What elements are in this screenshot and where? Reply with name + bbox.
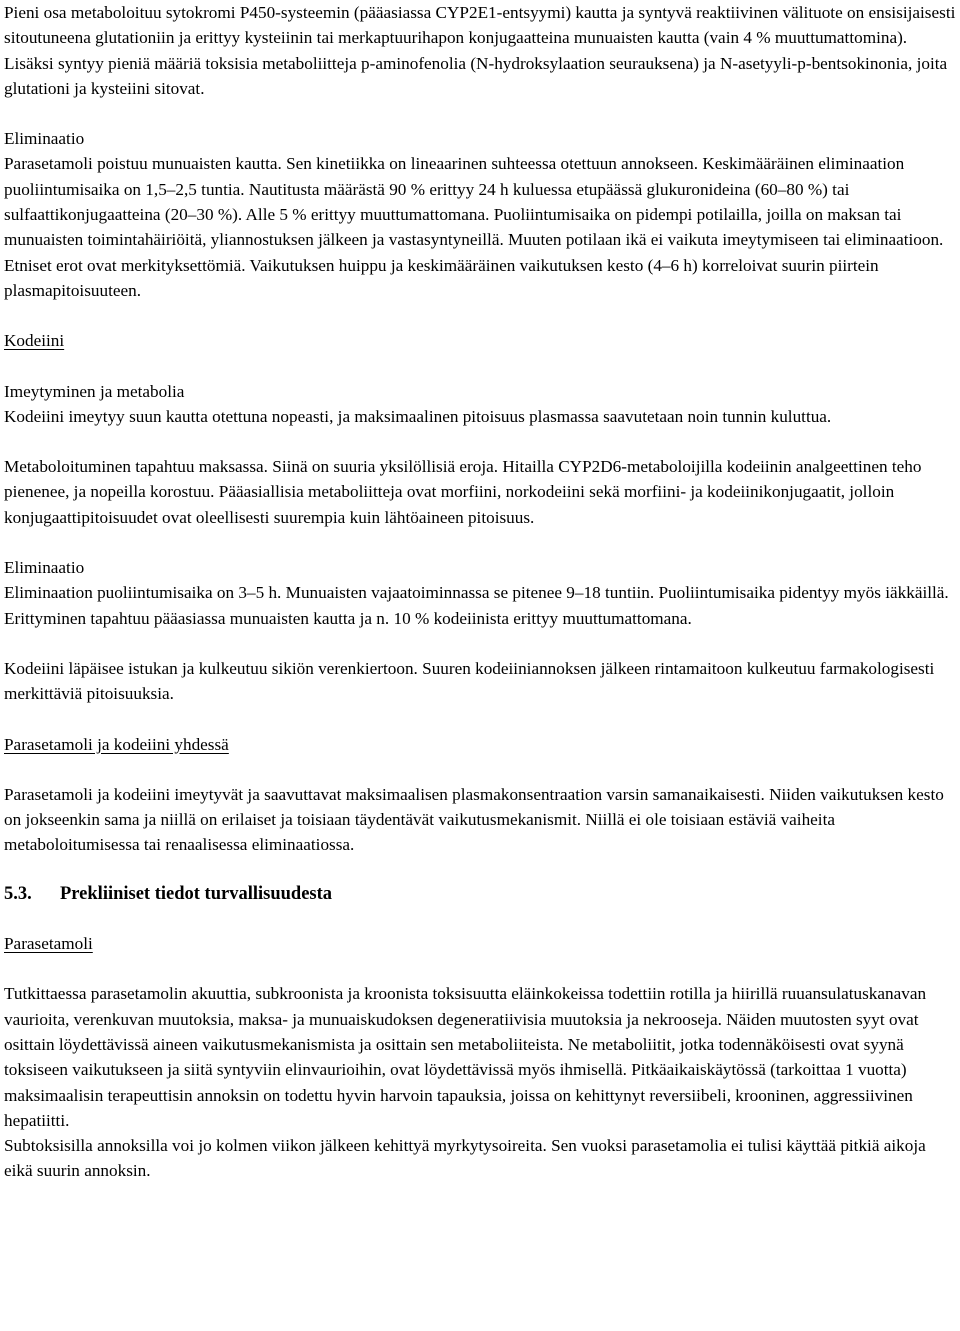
section-title-combination — [4, 732, 956, 757]
kodeiini-title: Kodeiini — [4, 331, 65, 351]
elimination-block-paracetamol — [4, 126, 956, 303]
combination-title: Parasetamoli ja kodeiini yhdessä — [4, 734, 229, 754]
elimination-paragraph: Parasetamoli poistuu munuaisten kautta. Sen kinetiikka on lineaarinen suhteessa otettuun annokseen. Keskimääräinen eliminaation puoliintumisaika on 1,5–2,5 tuntia. Nautitusta määrästä 90 % erittyy 24 h kuluessa etupäässä glukuronideina (60–80 %) tai sulfaattikonjugaatteina (20–30 %). Alle 5 % erittyy muuttumattomana. Puoliintumisaika on pidempi potilailla, joilla on maksan tai munuaisten toimintahäiriöitä, yliannostuksen jälkeen ja vastasyntyneillä. Muuten potilaan ikä ei vaikuta imeytymiseen tai eliminaatioon. Etniset erot ovat merkityksettömiä. Vaikutuksen huippu ja keskimääräinen vaikutuksen kesto (4–6 h) korreloivat suurin piirtein plasmapitoisuuteen. — [4, 154, 944, 300]
combination-paragraph: Parasetamoli ja kodeiini imeytyvät ja saavuttavat maksimaalisen plasmakonsentraation varsin samanaikaisesti. Niiden vaikutuksen kesto on jokseenkin sama ja niillä on erilaiset ja toisiaan täydentävät vaikutusmekanismit. Niillä ei ole toisiaan estäviä vaiheita metaboloitumisessa tai renaalisessa eliminaatiossa. — [4, 784, 944, 855]
paracetamol-subheading: Parasetamoli — [4, 934, 93, 954]
section-number: 5.3. — [4, 883, 32, 904]
metabolism-paragraph: Metaboloituminen tapahtuu maksassa. Siinä on suuria yksilöllisiä eroja. Hitailla CYP2D6-metaboloijilla kodeiinin analgeettinen teho pienenee, ja nopeilla korostuu. Pääasiallisia metaboliitteja ovat morfiini, norkodeiini sekä morfiini- ja kodeiinikonjugaatit, jolloin konjugaattipitoisuudet ovat oleellisesti suurempia kuin lähtöaineen pitoisuus. — [4, 457, 922, 527]
subheading-paracetamol — [4, 931, 956, 956]
codeine-elimination-paragraph: Eliminaation puoliintumisaika on 3–5 h. Munuaisten vajaatoiminnassa se pitenee 9–18 tuntiin. Puoliintumisaika pidentyy myös iäkkäillä. Erittyminen tapahtuu pääasiassa munuaisten kautta ja n. 10 % kodeiinista erittyy muuttumattomana. — [4, 583, 949, 628]
section-title-kodeiini — [4, 328, 956, 353]
absorption-block — [4, 379, 956, 430]
elimination-block-codeine — [4, 555, 956, 631]
placenta-paragraph: Kodeiini läpäisee istukan ja kulkeutuu sikiön verenkiertoon. Suuren kodeiiniannoksen jälkeen rintamaitoon kulkeutuu farmakologisesti merkittäviä pitoisuuksia. — [4, 658, 935, 704]
preclinical-paragraph-2: Subtoksisilla annoksilla voi jo kolmen viikon jälkeen kehittyä myrkytysoireita. Sen vuoksi parasetamolia ei tulisi käyttää pitkiä aikoja eikä suurin annoksin. — [4, 1136, 926, 1181]
section-title: Prekliiniset tiedot turvallisuudesta — [60, 883, 333, 904]
intro-paragraph: Pieni osa metaboloituu sytokromi P450-systeemin (pääasiassa CYP2E1-entsyymi) kautta ja syntyvä reaktiivinen välituote on ensisijaisesti sitoutuneena glutationiin ja erittyy kysteiinin tai merkaptuurihapon konjugaatteina munuaisten kautta (vain 4 % muuttumattomina). Lisäksi syntyy pieniä määriä toksisia metaboliitteja p-aminofenolia (N-hydroksylaation seurauksena) ja N-asetyyli-p-bentsokinonia, joita glutationi ja kysteiini sitovat. — [4, 3, 956, 98]
codeine-elimination-heading: Eliminaatio — [4, 558, 85, 578]
absorption-heading: Imeytyminen ja metabolia — [4, 381, 185, 401]
absorption-paragraph: Kodeiini imeytyy suun kautta otettuna nopeasti, ja maksimaalinen pitoisuus plasmassa saavutetaan noin tunnin kuluttua. — [4, 406, 832, 426]
section-heading-5-3 — [4, 882, 956, 907]
preclinical-paragraph-1: Tutkittaessa parasetamolin akuuttia, subkroonista ja kroonista toksisuutta eläinkokeissa todettiin rotilla ja hiirillä ruuansulatuskanavan vaurioita, verenkuvan muutoksia, maksa- ja munuaiskudoksen degeneratiivisia muutoksia ja nekrooseja. Näiden muutosten syyt ovat osittain löydettävissä aineen vaikutusmekanismista ja osittain sen metaboliiteista. Ne metaboliitit, jotka todennäköisesti ovat syynä toksiseen vaikutukseen ja siitä syntyviin elinvaurioihin, ovat löydettävissä myös ihmisellä. Pitkäaikaiskäytössä (tarkoittaa 1 vuotta) maksimaalisin terapeuttisin annoksin on todettu hyvin harvoin tapauksia, joissa on kehittynyt reversiibeli, krooninen, aggressiivinen hepatiitti. — [4, 984, 927, 1130]
elimination-heading: Eliminaatio — [4, 129, 85, 149]
